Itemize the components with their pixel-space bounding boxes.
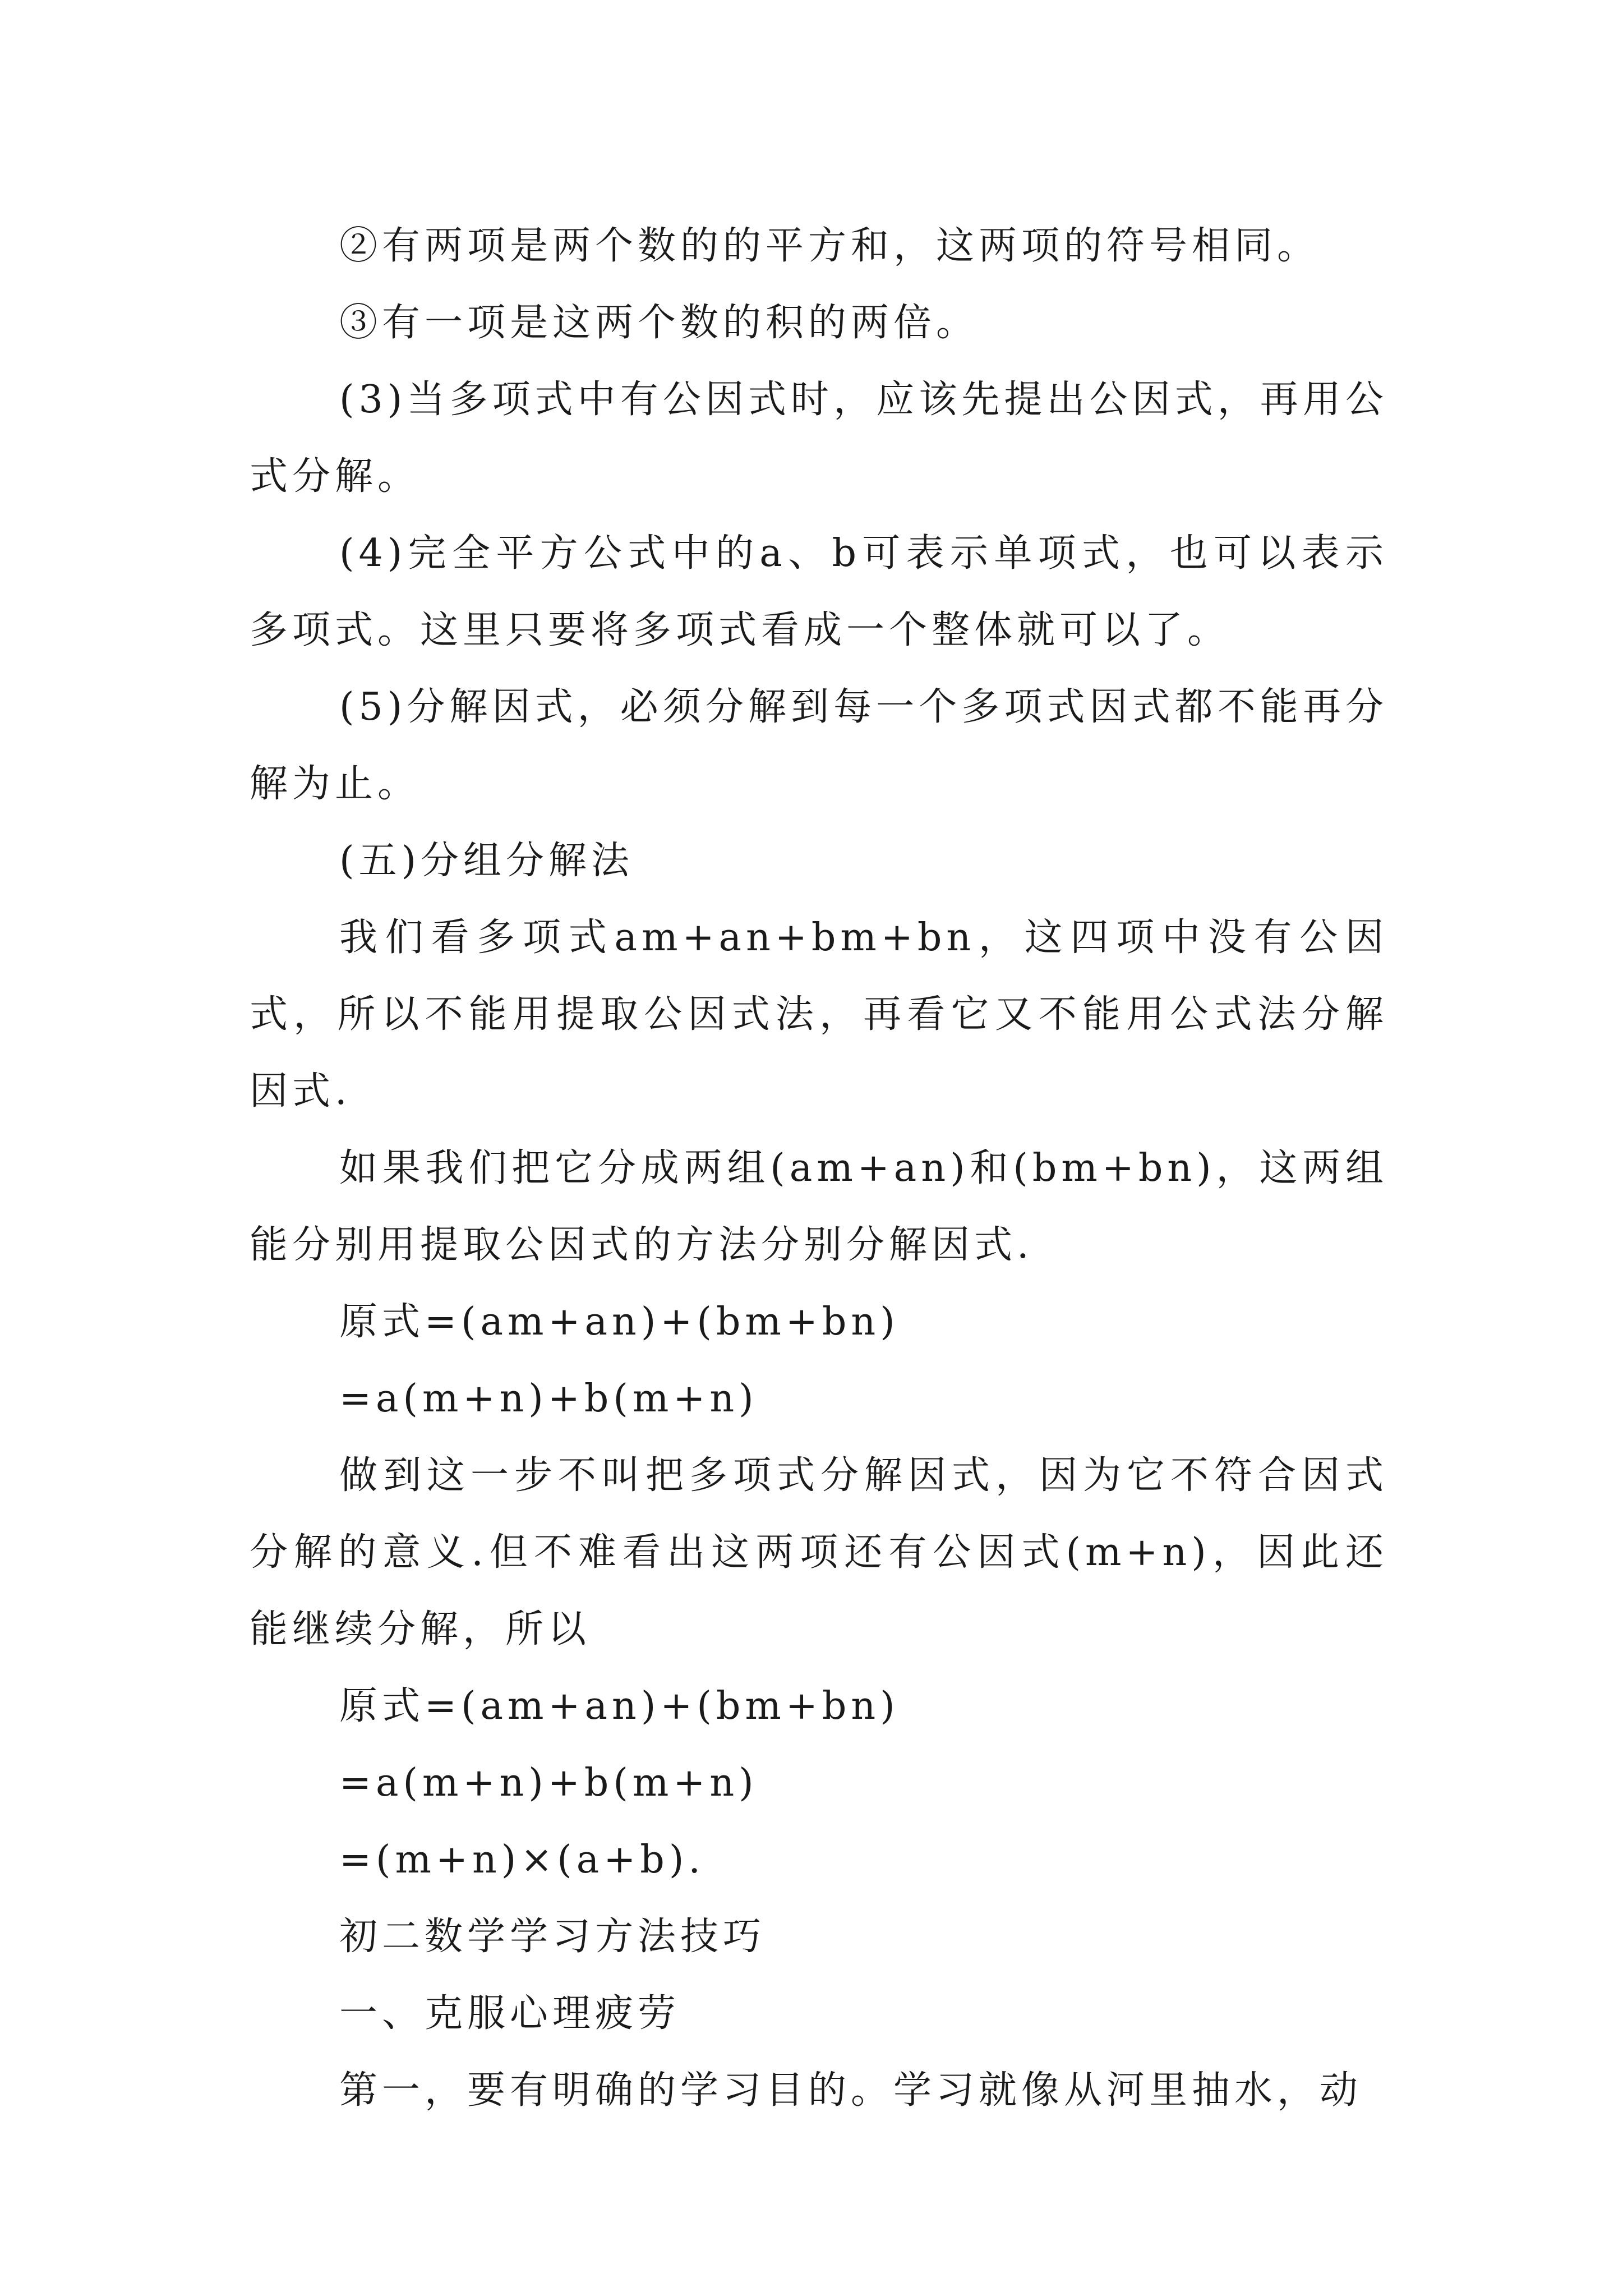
formula-line: 原式=(am+an)+(bm+bn) [339, 1300, 900, 1344]
paragraph-first-point: 第一，要有明确的学习目的。学习就像从河里抽水，动 [339, 2068, 1363, 2113]
paragraph-condition-2: ②有两项是两个数的的平方和，这两项的符号相同。 [339, 224, 1320, 268]
formula-line: 原式=(am+an)+(bm+bn) [339, 1684, 900, 1728]
paragraph-grouping-intro: 我们看多项式am+an+bm+bn，这四项中没有公因式，所以不能用提取公因式法，再看它又不能用公式法分解因式. [250, 915, 1388, 1114]
section-heading-study-tips: 初二数学学习方法技巧 [339, 1915, 766, 1959]
section-heading-grouping: (五)分组分解法 [339, 839, 634, 883]
paragraph-condition-3: ③有一项是这两个数的积的两倍。 [339, 301, 979, 345]
formula-line: =a(m+n)+b(m+n) [339, 1761, 758, 1805]
paragraph-grouping-split: 如果我们把它分成两组(am+an)和(bm+bn)，这两组能分别用提取公因式的方法分别分解因式. [250, 1146, 1388, 1267]
paragraph-note-4: (4)完全平方公式中的a、b可表示单项式，也可以表示多项式。这里只要将多项式看成一个整体就可以了。 [250, 531, 1388, 652]
paragraph-note-3: (3)当多项式中有公因式时，应该先提出公因式，再用公式分解。 [250, 378, 1388, 499]
paragraph-note-5: (5)分解因式，必须分解到每一个多项式因式都不能再分解为止。 [250, 685, 1388, 806]
formula-line: =a(m+n)+b(m+n) [339, 1377, 758, 1421]
subheading-overcome-fatigue: 一、克服心理疲劳 [339, 1991, 681, 2036]
document-body [250, 208, 1388, 2129]
formula-line: =(m+n)×(a+b). [339, 1838, 705, 1882]
paragraph-grouping-explain: 做到这一步不叫把多项式分解因式，因为它不符合因式分解的意义.但不难看出这两项还有公因式(m+n)，因此还能继续分解，所以 [250, 1453, 1388, 1651]
